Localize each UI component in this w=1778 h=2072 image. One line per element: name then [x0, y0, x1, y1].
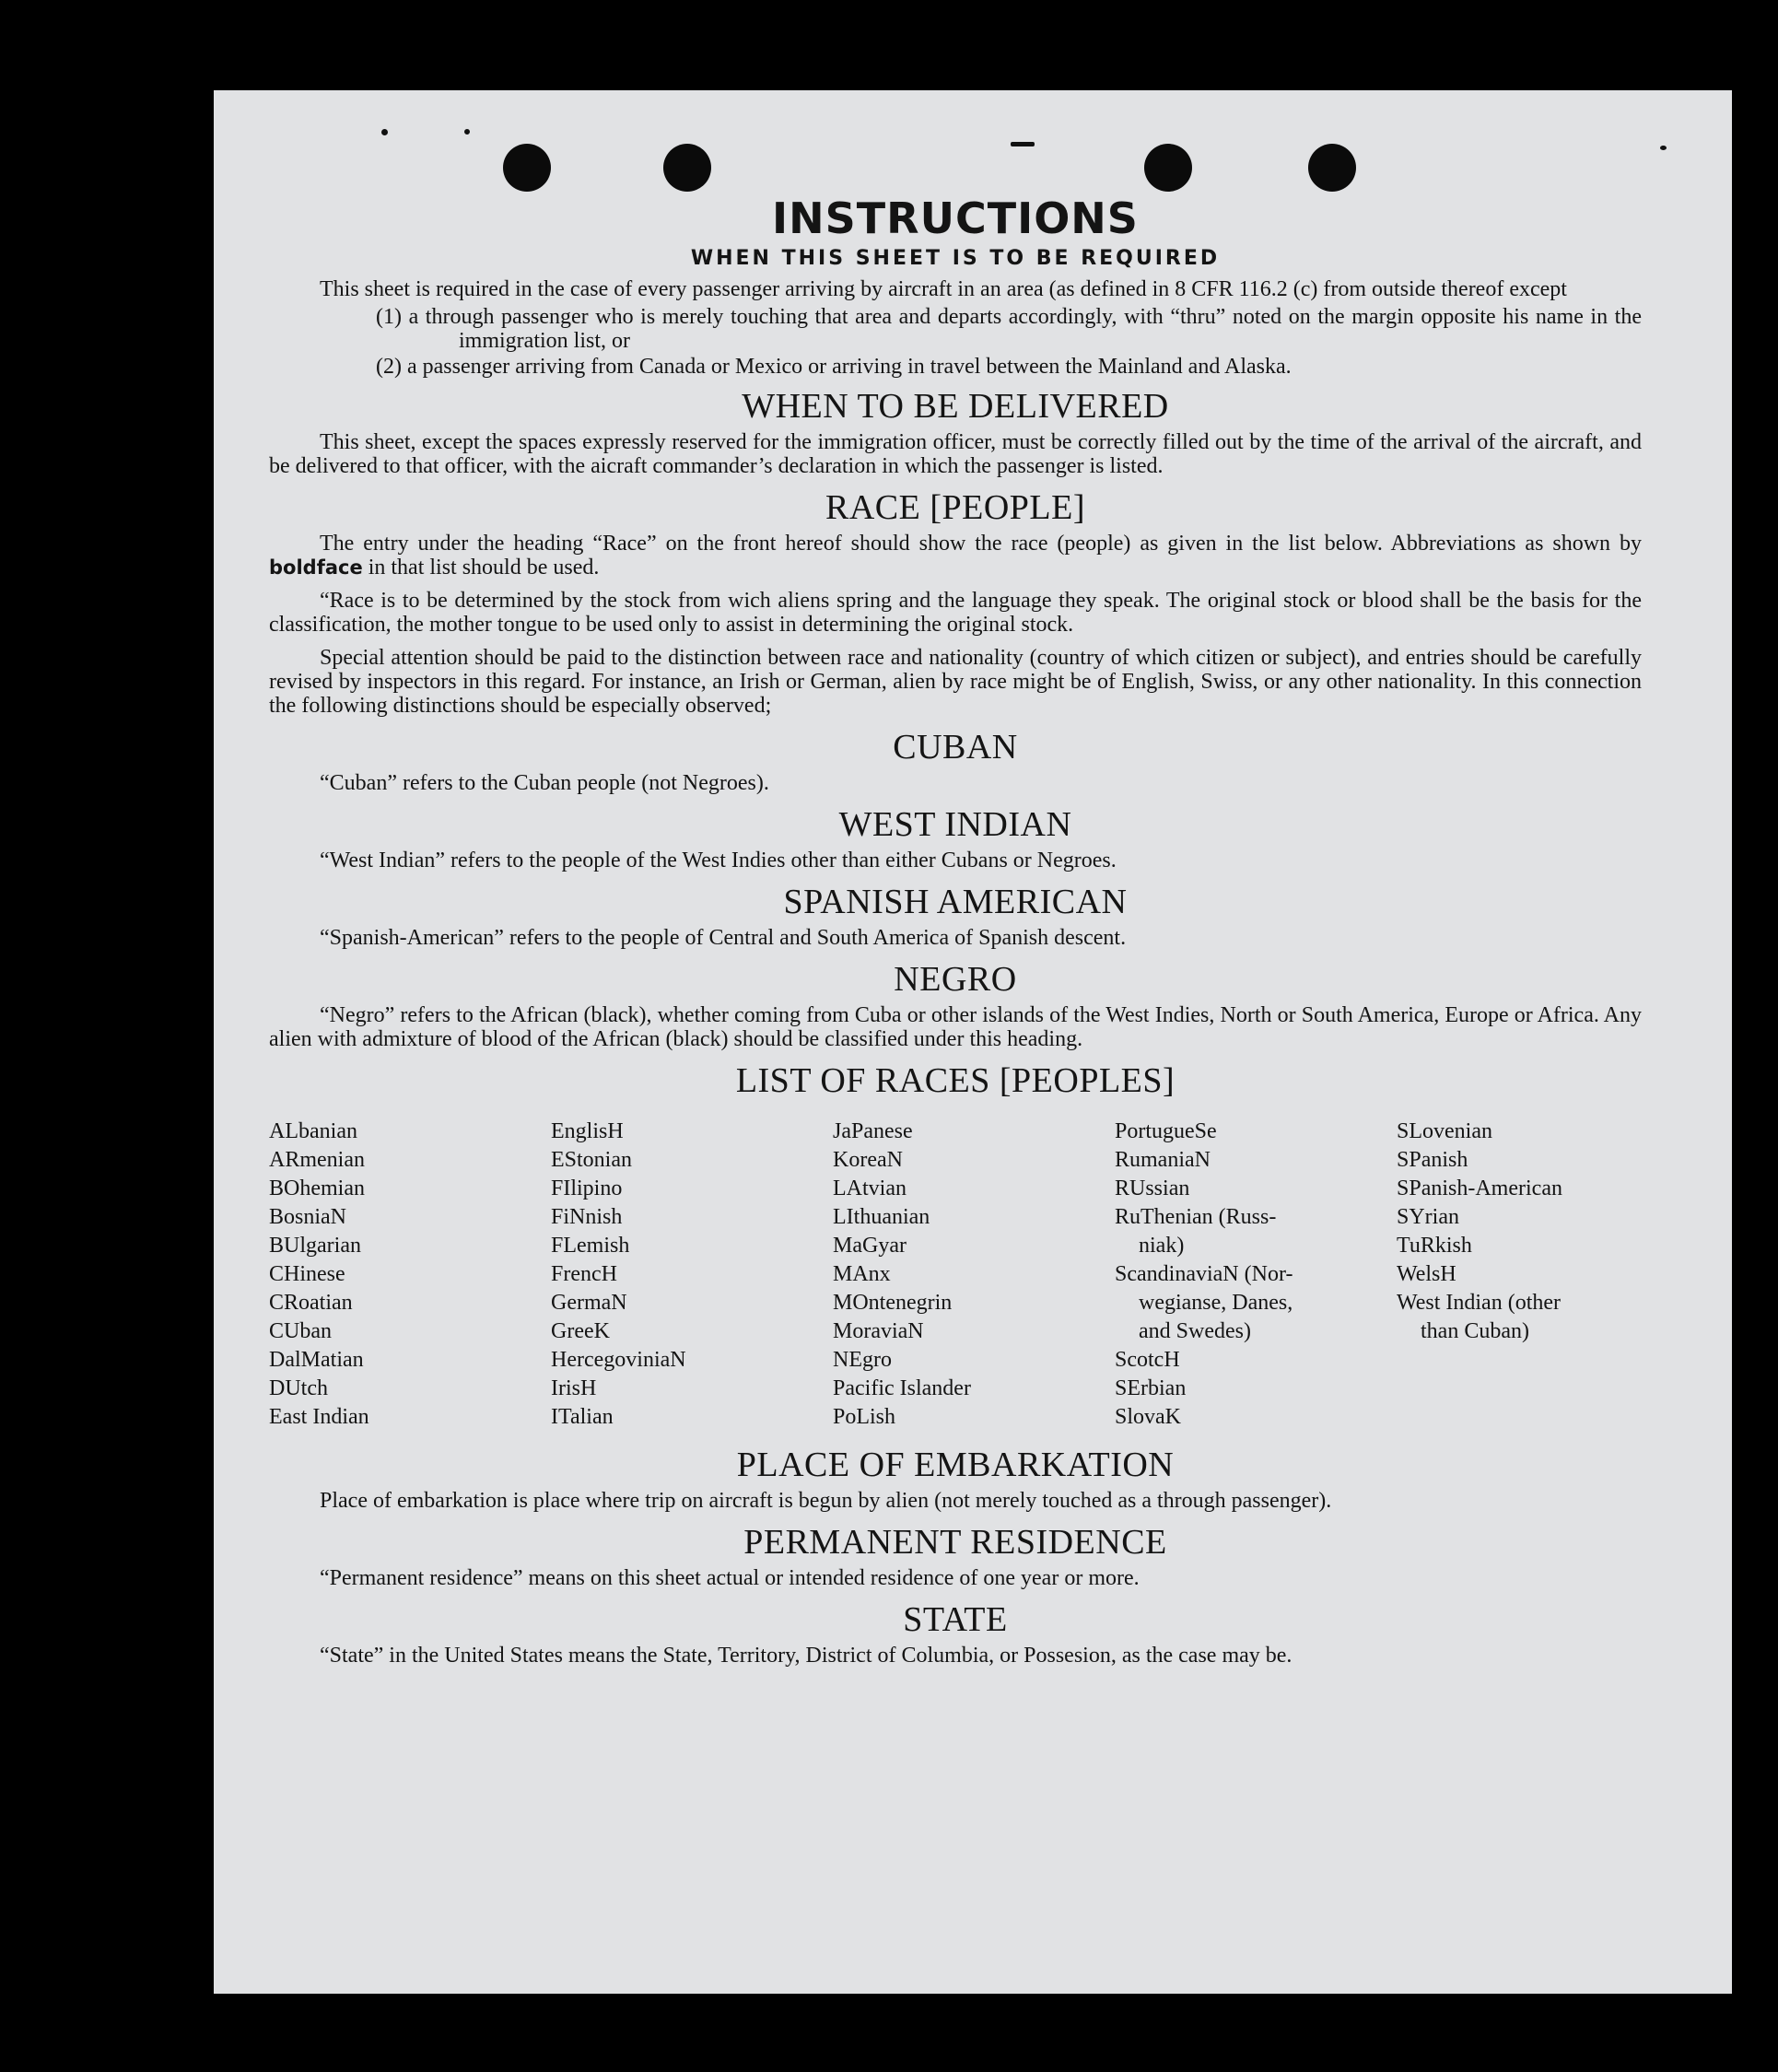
race-entry: PortugueSe	[1115, 1119, 1217, 1143]
spanish-american-heading: SPANISH AMERICAN	[783, 883, 1128, 921]
race-entry: KoreaN	[833, 1148, 903, 1172]
race-text: The entry under the heading “Race” on the front hereof should show the race (people) as given in the list below. Abbreviations as shown by	[320, 532, 1642, 556]
race-entry: ITalian	[551, 1405, 614, 1429]
race-entry: DUtch	[269, 1376, 328, 1400]
race-entry: GermaN	[551, 1291, 627, 1315]
races-column	[833, 1118, 1115, 1432]
race-entry: IrisH	[551, 1376, 597, 1400]
intro-paragraph: This sheet is required in the case of every passenger arriving by aircraft in an area (as defined in 8 CFR 116.2 (c) from outside thereof except	[320, 277, 1567, 301]
races-column	[269, 1118, 551, 1432]
race-entry: FLemish	[551, 1234, 630, 1258]
race-entry: ALbanian	[269, 1119, 357, 1143]
cuban-paragraph: “Cuban” refers to the Cuban people (not Negroes).	[320, 771, 769, 795]
speck	[1660, 146, 1667, 150]
speck	[464, 129, 470, 135]
race-entry: MoraviaN	[833, 1319, 924, 1343]
race-entry: FiNnish	[551, 1205, 623, 1229]
race-entry: than Cuban)	[1421, 1319, 1529, 1343]
race-entry: SYrian	[1397, 1205, 1459, 1229]
race-entry: HercegoviniaN	[551, 1348, 686, 1372]
race-entry: PoLish	[833, 1405, 896, 1429]
speck	[381, 129, 388, 135]
race-entry: BosniaN	[269, 1205, 346, 1229]
race-entry: WelsH	[1397, 1262, 1456, 1286]
race-entry: BOhemian	[269, 1176, 365, 1200]
race-entry: SlovaK	[1115, 1405, 1181, 1429]
race-entry: FIlipino	[551, 1176, 623, 1200]
residence-paragraph: “Permanent residence” means on this sheet actual or intended residence of one year or more.	[320, 1566, 1140, 1590]
race-entry: DalMatian	[269, 1348, 364, 1372]
race-entry: East Indian	[269, 1405, 369, 1429]
race-entry: RUssian	[1115, 1176, 1190, 1200]
race-paragraph-2: “Race is to be determined by the stock from wich aliens spring and the language they speak. The original stock or blood shall be the basis for the classification, the mother tongue to be used only to assist in determining the original stock.	[269, 589, 1642, 637]
speck	[1011, 142, 1035, 146]
embarkation-paragraph: Place of embarkation is place where trip on aircraft is begun by alien (not merely touched as a through passenger).	[320, 1489, 1332, 1513]
races-column	[551, 1118, 833, 1432]
race-paragraph-3: Special attention should be paid to the distinction between race and nationality (country of which citizen or subject), and entries should be carefully revised by inspectors in this regard. For instance, an Irish or German, alien by race might be of English, Swiss, or any other nationality. In this connection the following distinctions should be especially observed;	[269, 646, 1642, 718]
race-entry: MaGyar	[833, 1234, 907, 1258]
delivered-heading: WHEN TO BE DELIVERED	[742, 387, 1169, 426]
punch-hole	[503, 144, 551, 192]
race-entry: SLovenian	[1397, 1119, 1492, 1143]
race-paragraph-1	[269, 532, 1642, 579]
instruction-sheet	[214, 90, 1732, 1994]
state-heading: STATE	[903, 1600, 1008, 1639]
race-entry: and Swedes)	[1139, 1319, 1251, 1343]
race-entry: NEgro	[833, 1348, 892, 1372]
state-paragraph: “State” in the United States means the State, Territory, District of Columbia, or Possesion, as the case may be.	[320, 1644, 1293, 1668]
race-entry: TuRkish	[1397, 1234, 1472, 1258]
race-heading: RACE [PEOPLE]	[825, 488, 1085, 527]
race-entry: BUlgarian	[269, 1234, 361, 1258]
spanish-american-paragraph: “Spanish-American” refers to the people of Central and South America of Spanish descent.	[320, 926, 1127, 950]
exception-item: (2) a passenger arriving from Canada or Mexico or arriving in travel between the Mainland and Alaska.	[376, 355, 1292, 379]
exception-item: (1) a through passenger who is merely touching that area and departs accordingly, with “thru” noted on the margin opposite his name in the immigration list, or	[376, 305, 1642, 353]
races-list	[269, 1118, 1642, 1432]
race-entry: SPanish	[1397, 1148, 1468, 1172]
embarkation-heading: PLACE OF EMBARKATION	[736, 1446, 1175, 1484]
page-title: INSTRUCTIONS	[772, 193, 1139, 243]
race-entry: SErbian	[1115, 1376, 1187, 1400]
race-entry: West Indian (other	[1397, 1291, 1562, 1315]
race-entry: SPanish-American	[1397, 1176, 1562, 1200]
punch-hole	[663, 144, 711, 192]
race-entry: MOntenegrin	[833, 1291, 953, 1315]
race-entry: RuThenian (Russ-	[1115, 1205, 1277, 1229]
negro-heading: NEGRO	[894, 960, 1017, 999]
race-entry: LIthuanian	[833, 1205, 930, 1229]
races-column	[1115, 1118, 1397, 1432]
punch-hole	[1308, 144, 1356, 192]
page-subtitle: WHEN THIS SHEET IS TO BE REQUIRED	[690, 247, 1221, 270]
race-entry: EStonian	[551, 1148, 632, 1172]
boldface-word: boldface	[269, 556, 363, 579]
race-entry: ScotcH	[1115, 1348, 1180, 1372]
race-entry: CRoatian	[269, 1291, 353, 1315]
race-text: in that list should be used.	[368, 556, 600, 579]
race-entry: GreeK	[551, 1319, 610, 1343]
race-entry: wegianse, Danes,	[1139, 1291, 1293, 1315]
west-indian-heading: WEST INDIAN	[838, 805, 1072, 844]
race-entry: RumaniaN	[1115, 1148, 1211, 1172]
delivered-paragraph: This sheet, except the spaces expressly reserved for the immigration officer, must be correctly filled out by the time of the arrival of the aircraft, and be delivered to that officer, with the aicraft commander’s declaration in which the passenger is listed.	[269, 430, 1642, 478]
races-column	[1397, 1118, 1655, 1432]
race-entry: FrencH	[551, 1262, 617, 1286]
residence-heading: PERMANENT RESIDENCE	[743, 1523, 1167, 1562]
west-indian-paragraph: “West Indian” refers to the people of the West Indies other than either Cubans or Negroes.	[320, 849, 1117, 872]
race-entry: Pacific Islander	[833, 1376, 971, 1400]
race-entry: EnglisH	[551, 1119, 624, 1143]
races-list-heading: LIST OF RACES [PEOPLES]	[735, 1061, 1176, 1100]
race-entry: ScandinaviaN (Nor-	[1115, 1262, 1293, 1286]
race-entry: niak)	[1139, 1234, 1185, 1258]
race-entry: CUban	[269, 1319, 332, 1343]
race-entry: JaPanese	[833, 1119, 913, 1143]
race-entry: CHinese	[269, 1262, 345, 1286]
race-entry: MAnx	[833, 1262, 891, 1286]
negro-paragraph: “Negro” refers to the African (black), whether coming from Cuba or other islands of the West Indies, North or South America, Europe or Africa. Any alien with admixture of blood of the African (black) should be classified under this heading.	[269, 1003, 1642, 1051]
race-entry: ARmenian	[269, 1148, 365, 1172]
sheet-content	[269, 193, 1642, 1677]
race-entry: LAtvian	[833, 1176, 907, 1200]
punch-hole	[1144, 144, 1192, 192]
cuban-heading: CUBAN	[893, 728, 1018, 767]
